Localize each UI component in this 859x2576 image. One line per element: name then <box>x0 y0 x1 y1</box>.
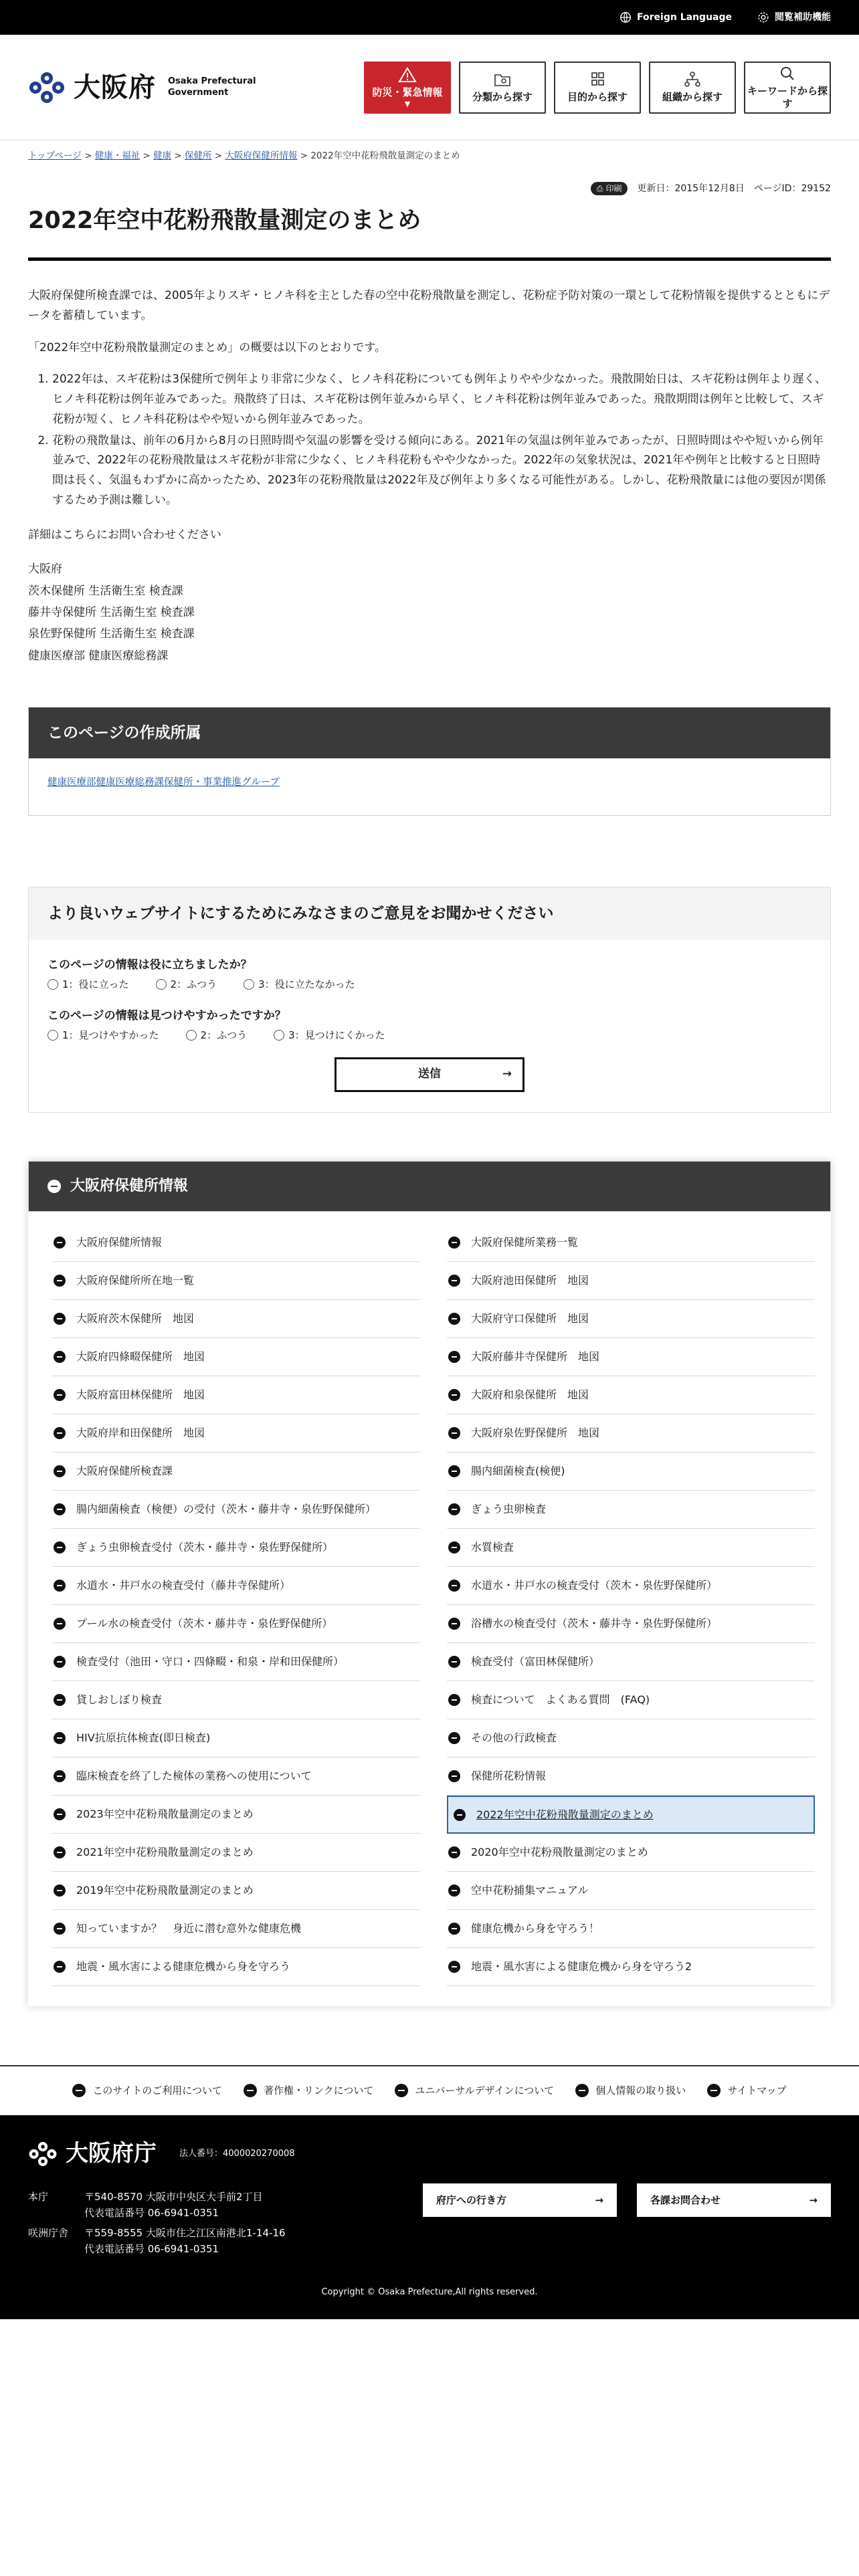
footer-links-bar <box>0 2065 859 2115</box>
info-link-item[interactable] <box>447 1529 815 1567</box>
gear-icon <box>757 11 769 23</box>
updated-date: 更新日：2015年12月8日 <box>637 183 745 194</box>
info-link-item[interactable] <box>52 1300 420 1338</box>
survey-heading: より良いウェブサイトにするためにみなさまのご意見をお聞かせください <box>29 887 830 940</box>
circle-minus-icon <box>448 1503 460 1515</box>
contact-line: 健康医療部 健康医療総務課 <box>28 649 169 663</box>
option-label: 3：見つけにくかった <box>288 1029 385 1041</box>
nav-organization-label: 組織から探す <box>662 91 723 104</box>
radio-button[interactable] <box>244 979 254 990</box>
footer-link-label: 個人情報の取り扱い <box>595 2084 686 2097</box>
info-link-label: 大阪府岸和田保健所 地図 <box>76 1426 205 1440</box>
info-link-label: 保健所花粉情報 <box>471 1769 547 1783</box>
arrow-right-icon: → <box>809 2194 818 2207</box>
info-link-label: ぎょう虫卵検査受付（茨木・藤井寺・泉佐野保健所） <box>76 1541 334 1554</box>
print-label: 印刷 <box>605 183 622 193</box>
circle-minus-icon <box>395 2084 408 2097</box>
contact-intro: 詳細はこちらにお問い合わせください <box>28 528 221 542</box>
info-link-label: 空中花粉捕集マニュアル <box>471 1884 589 1897</box>
option-label: 1：役に立った <box>62 978 129 990</box>
info-link-item[interactable] <box>52 1834 420 1872</box>
info-link-item[interactable] <box>52 1681 420 1719</box>
survey-q1-option-3[interactable] <box>244 976 355 993</box>
info-link-label: 腸内細菌検査（検便）の受付（茨木・藤井寺・泉佐野保健所） <box>76 1503 377 1516</box>
info-link-item[interactable] <box>52 1376 420 1414</box>
author-link[interactable]: 健康医療部健康医療総務課保健所・事業推進グループ <box>47 776 280 788</box>
logo-japanese: 大阪府 <box>74 72 156 103</box>
info-link-label: 地震・風水害による健康危機から身を守ろう <box>76 1960 291 1973</box>
info-link-item[interactable] <box>52 1643 420 1681</box>
breadcrumb-health-center[interactable]: 保健所 <box>185 150 212 161</box>
sakishima-label: 咲洲庁舎 <box>28 2226 69 2239</box>
info-link-label: 2023年空中花粉飛散量測定のまとめ <box>76 1808 254 1821</box>
circle-minus-icon <box>54 1808 66 1820</box>
info-link-label: 大阪府保健所所在地一覧 <box>76 1274 195 1287</box>
info-panel-heading: 大阪府保健所情報 <box>70 1177 189 1194</box>
contact-list <box>28 558 831 666</box>
info-link-item[interactable] <box>447 1681 815 1719</box>
circle-minus-icon <box>448 1732 460 1744</box>
nav-category-label: 分類から探す <box>472 91 533 104</box>
info-link-item[interactable] <box>447 1262 815 1300</box>
info-link-label: 2020年空中花粉飛散量測定のまとめ <box>471 1846 648 1859</box>
circle-minus-icon <box>448 1275 460 1287</box>
info-link-item[interactable] <box>447 1757 815 1796</box>
logo-english-line2: Government <box>168 88 229 98</box>
info-link-label: 水道水・井戸水の検査受付（藤井寺保健所） <box>76 1579 291 1592</box>
footer-link-label: 著作権・リンクについて <box>263 2084 374 2097</box>
page-meta <box>28 181 831 197</box>
intro-paragraph: 大阪府保健所検査課では、2005年よりスギ・ヒノキ科を主とした春の空中花粉飛散量を測定し、花粉症予防対策の一環として花粉情報を提供するとともにデータを蓄積しています。 <box>28 289 830 322</box>
folder-search-icon <box>492 71 512 88</box>
nav-purpose-label: 目的から探す <box>567 91 628 104</box>
arrow-right-icon: → <box>502 1067 512 1081</box>
radio-button[interactable] <box>156 979 167 990</box>
breadcrumb-current: 2022年空中花粉飛散量測定のまとめ <box>310 150 460 161</box>
info-link-item[interactable] <box>447 1834 815 1872</box>
grid-icon <box>587 71 607 88</box>
top-utility-bar <box>0 0 859 35</box>
info-link-item[interactable] <box>447 1948 815 1986</box>
info-link-label: 大阪府富田林保健所 地図 <box>76 1388 205 1402</box>
circle-minus-icon <box>575 2084 589 2097</box>
survey-q2-option-2[interactable] <box>186 1027 248 1044</box>
info-link-label: 2021年空中花粉飛散量測定のまとめ <box>76 1846 254 1859</box>
survey-q2-option-1[interactable] <box>47 1027 159 1044</box>
sakishima-address: 〒559-8555 大阪市住之江区南港北1-14-16 <box>84 2226 286 2239</box>
hq-address: 〒540-8570 大阪市中央区大手前2丁目 <box>84 2190 263 2203</box>
access-button[interactable] <box>423 2183 617 2217</box>
site-footer <box>0 2115 859 2319</box>
contact-line: 泉佐野保健所 生活衛生室 検査課 <box>28 627 195 641</box>
circle-minus-icon <box>448 1656 460 1668</box>
info-link-item[interactable] <box>52 1491 420 1529</box>
info-link-item[interactable] <box>447 1300 815 1338</box>
info-link-item[interactable] <box>52 1605 420 1643</box>
circle-minus-icon <box>448 1846 460 1858</box>
footer-address <box>28 2189 295 2257</box>
info-link-label: 知っていますか？ 身近に潜む意外な健康危機 <box>76 1922 302 1935</box>
circle-minus-icon <box>448 1313 460 1325</box>
circle-minus-icon <box>448 1961 460 1973</box>
circle-minus-icon <box>54 1389 66 1401</box>
breadcrumb-health-center-info[interactable]: 大阪府保健所情報 <box>225 150 298 161</box>
info-link-item[interactable] <box>447 1719 815 1757</box>
info-link-label: 検査受付（池田・守口・四條畷・和泉・岸和田保健所） <box>76 1655 345 1669</box>
footer-logo <box>28 2134 295 2174</box>
circle-minus-icon <box>54 1275 66 1287</box>
info-link-label: 大阪府泉佐野保健所 地図 <box>471 1426 600 1440</box>
footer-link[interactable] <box>395 2082 554 2099</box>
osaka-logo-icon <box>28 71 66 104</box>
foreign-language-link[interactable] <box>619 9 732 26</box>
hq-tel: 代表電話番号 06-6941-0351 <box>84 2206 219 2219</box>
option-label: 2：ふつう <box>170 978 217 990</box>
option-label: 2：ふつう <box>200 1029 248 1041</box>
corporate-number: 法人番号：4000020270008 <box>179 2148 295 2159</box>
hq-label: 本庁 <box>28 2190 49 2203</box>
info-link-item[interactable] <box>52 1910 420 1948</box>
contact-line: 茨木保健所 生活衛生室 検査課 <box>28 584 183 598</box>
info-link-item[interactable] <box>52 1796 420 1834</box>
circle-minus-icon <box>54 1618 66 1630</box>
info-link-label: 腸内細菌検査(検便) <box>471 1465 565 1478</box>
info-link-item[interactable] <box>447 1872 815 1910</box>
info-link-label: その他の行政検査 <box>471 1731 557 1745</box>
main-content <box>28 286 831 667</box>
info-link-item[interactable] <box>447 1567 815 1605</box>
logo-english <box>168 76 256 99</box>
info-link-item[interactable] <box>447 1338 815 1376</box>
info-link-label: 大阪府藤井寺保健所 地図 <box>471 1350 600 1364</box>
info-link-item[interactable] <box>52 1414 420 1453</box>
info-link-label: 健康危機から身を守ろう！ <box>471 1922 600 1935</box>
circle-minus-icon <box>448 1541 460 1553</box>
circle-minus-icon <box>454 1809 466 1821</box>
circle-minus-icon <box>707 2084 721 2097</box>
survey-options-1 <box>47 976 812 993</box>
info-link-item[interactable] <box>52 1224 420 1262</box>
nav-keyword-button[interactable] <box>744 62 831 114</box>
circle-minus-icon <box>448 1694 460 1706</box>
info-link-label: 2019年空中花粉飛散量測定のまとめ <box>76 1884 254 1897</box>
info-link-item[interactable] <box>447 1796 815 1834</box>
circle-minus-icon <box>54 1313 66 1325</box>
circle-minus-icon <box>448 1427 460 1439</box>
warning-icon <box>397 66 417 84</box>
circle-minus-icon <box>54 1580 66 1592</box>
breadcrumb: トップページ > 健康・福祉 > 健康 > 保健所 > 大阪府保健所情報 > 2022年空中花粉飛散量測定のまとめ <box>28 150 460 161</box>
radio-button[interactable] <box>186 1030 197 1041</box>
collapse-icon <box>47 1180 61 1193</box>
contact-line: 大阪府 <box>28 562 62 576</box>
footer-link[interactable] <box>72 2082 222 2099</box>
survey-submit-button[interactable] <box>335 1057 524 1092</box>
sakishima-tel: 代表電話番号 06-6941-0351 <box>84 2242 219 2255</box>
summary-point-1: 1. 2022年は、スギ花粉は3保健所で例年より非常に少なく、ヒノキ科花粉についても例年よりやや少なかった。飛散開始日は、スギ花粉は例年より遅く、ヒノキ科花粉は例年並みであった。飛散終了日は、スギ花粉は例年並みから早く、ヒノキ科花粉は例年並みであった。飛散期間は例年と比較して、スギ花粉が短く、ヒノキ科花粉はやや短いから例年並みであった。 <box>52 370 831 429</box>
site-logo[interactable] <box>28 64 256 111</box>
org-chart-icon <box>682 71 702 88</box>
nav-keyword-label: キーワードから探す <box>747 84 828 110</box>
arrow-right-icon: → <box>595 2194 603 2207</box>
info-link-item[interactable] <box>447 1910 815 1948</box>
info-link-item[interactable] <box>52 1262 420 1300</box>
survey-question-1: このページの情報は役に立ちましたか？ <box>47 958 252 972</box>
info-link-label: 水質検査 <box>471 1541 514 1554</box>
info-link-item[interactable] <box>52 1567 420 1605</box>
info-link-label: 検査について よくある質問 (FAQ) <box>471 1693 650 1707</box>
globe-icon <box>619 11 632 23</box>
circle-minus-icon <box>448 1237 460 1249</box>
copyright: Copyright © Osaka Prefecture,All rights reserved. <box>321 2286 538 2297</box>
footer-link-label: このサイトのご利用について <box>92 2084 222 2097</box>
summary-point-2: 2. 花粉の飛散量は、前年の6月から8月の日照時間や気温の影響を受ける傾向にある。2021年の気温は例年並みであったが、日照時間はやや短いから例年並みで、2022年の花粉飛散量はスギ花粉が非常に少なく、ヒノキ科花粉もやや少なかった。2022年の気象状況は、2021年や例年と比較すると日照時間は長く、気温もわずかに高かったため、2023年の花粉飛散量は2022年及び例年より多くなる可能性がある。しかし、花粉飛散量には他の要因が関係するため予測は難しい。 <box>52 431 831 511</box>
circle-minus-icon <box>54 1961 66 1973</box>
circle-minus-icon <box>54 1465 66 1477</box>
info-link-item[interactable] <box>52 1757 420 1796</box>
nav-emergency-label: 防災・緊急情報 <box>372 86 443 99</box>
info-link-label: プール水の検査受付（茨木・藤井寺・泉佐野保健所） <box>76 1617 333 1630</box>
info-link-item[interactable] <box>447 1491 815 1529</box>
circle-minus-icon <box>54 1694 66 1706</box>
accessibility-label: 閲覧補助機能 <box>775 11 831 23</box>
option-label: 1：見つけやすかった <box>62 1029 159 1041</box>
breadcrumb-health[interactable]: 健康 <box>153 150 172 161</box>
info-link-item[interactable] <box>52 1453 420 1491</box>
info-link-label: 2022年空中花粉飛散量測定のまとめ <box>476 1808 654 1821</box>
info-link-item[interactable] <box>52 1338 420 1376</box>
summary-list <box>52 370 831 510</box>
info-link-label: 大阪府四條畷保健所 地図 <box>76 1350 205 1364</box>
circle-minus-icon <box>54 1846 66 1858</box>
circle-minus-icon <box>54 1427 66 1439</box>
breadcrumb-health-welfare[interactable]: 健康・福祉 <box>94 150 140 161</box>
info-links-grid <box>28 1212 831 1986</box>
info-link-label: ぎょう虫卵検査 <box>471 1503 547 1516</box>
info-link-item[interactable] <box>447 1643 815 1681</box>
info-link-label: 大阪府池田保健所 地図 <box>471 1274 589 1287</box>
access-label: 府庁への行き方 <box>436 2194 507 2207</box>
info-link-item[interactable] <box>447 1453 815 1491</box>
breadcrumb-top[interactable]: トップページ <box>28 150 82 161</box>
nav-emergency-button[interactable] <box>364 62 451 114</box>
nav-purpose-button[interactable] <box>554 62 641 114</box>
circle-minus-icon <box>448 1465 460 1477</box>
contact-button[interactable] <box>637 2183 831 2217</box>
circle-minus-icon <box>54 1732 66 1744</box>
circle-minus-icon <box>72 2084 86 2097</box>
page-id: ページID：29152 <box>753 183 831 194</box>
survey-q1-option-2[interactable] <box>156 976 217 993</box>
contact-label: 各課お問合わせ <box>650 2194 721 2207</box>
option-label: 3：役に立たなかった <box>258 978 355 990</box>
footer-link[interactable] <box>244 2082 373 2099</box>
info-link-label: 大阪府保健所業務一覧 <box>471 1236 579 1249</box>
circle-minus-icon <box>54 1770 66 1782</box>
osaka-logo-icon <box>28 2141 58 2167</box>
footer-link[interactable] <box>575 2082 686 2099</box>
health-center-info-panel <box>28 1161 831 2006</box>
info-link-label: 貸しおしぼり検査 <box>76 1693 163 1707</box>
circle-minus-icon <box>448 1351 460 1363</box>
info-link-label: 臨床検査を終了した検体の業務への使用について <box>76 1769 312 1783</box>
info-link-item[interactable] <box>52 1872 420 1910</box>
site-header <box>0 35 859 140</box>
info-panel-toggle[interactable] <box>28 1161 831 1212</box>
info-link-item[interactable] <box>52 1948 420 1986</box>
survey-options-2 <box>47 1027 812 1044</box>
footer-logo-text: 大阪府庁 <box>66 2140 157 2167</box>
circle-minus-icon <box>448 1923 460 1935</box>
circle-minus-icon <box>54 1237 66 1249</box>
contact-line: 藤井寺保健所 生活衛生室 検査課 <box>28 605 195 619</box>
info-link-item[interactable] <box>447 1224 815 1262</box>
circle-minus-icon <box>448 1389 460 1401</box>
circle-minus-icon <box>448 1770 460 1782</box>
circle-minus-icon <box>54 1923 66 1935</box>
survey-q1-option-1[interactable] <box>47 976 129 993</box>
radio-button[interactable] <box>47 979 58 990</box>
info-link-label: 大阪府守口保健所 地図 <box>471 1312 589 1325</box>
circle-minus-icon <box>448 1885 460 1897</box>
author-heading: このページの作成所属 <box>29 708 830 758</box>
survey-question-2: このページの情報は見つけやすかったですか？ <box>47 1009 286 1023</box>
chevron-down-icon: ▼ <box>404 99 411 108</box>
info-link-label: HIV抗原抗体検査(即日検査) <box>76 1731 211 1745</box>
foreign-language-label: Foreign Language <box>637 11 732 23</box>
info-link-label: 大阪府茨木保健所 地図 <box>76 1312 195 1325</box>
circle-minus-icon <box>54 1885 66 1897</box>
page-bottom-space <box>0 2319 859 2576</box>
info-link-item[interactable] <box>447 1376 815 1414</box>
feedback-survey <box>28 887 831 1113</box>
survey-q2-option-3[interactable] <box>274 1027 385 1044</box>
info-link-label: 大阪府保健所検査課 <box>76 1465 173 1478</box>
info-link-label: 大阪府保健所情報 <box>76 1236 163 1249</box>
footer-link-label: ユニバーサルデザインについて <box>415 2084 555 2097</box>
author-box <box>28 707 831 816</box>
circle-minus-icon <box>54 1351 66 1363</box>
circle-minus-icon <box>54 1541 66 1553</box>
logo-english-line1: Osaka Prefectural <box>168 76 256 87</box>
info-link-item[interactable] <box>447 1414 815 1453</box>
circle-minus-icon <box>448 1580 460 1592</box>
print-button[interactable] <box>591 182 628 195</box>
circle-minus-icon <box>54 1503 66 1515</box>
info-link-label: 大阪府和泉保健所 地図 <box>471 1388 589 1402</box>
info-link-item[interactable] <box>52 1719 420 1757</box>
circle-minus-icon <box>54 1656 66 1668</box>
radio-button[interactable] <box>274 1030 284 1041</box>
summary-paragraph: 「2022年空中花粉飛散量測定のまとめ」の概要は以下のとおりです。 <box>28 340 386 354</box>
printer-icon: ⎙ <box>596 183 603 193</box>
info-link-label: 浴槽水の検査受付（茨木・藤井寺・泉佐野保健所） <box>471 1617 718 1630</box>
info-link-label: 検査受付（富田林保健所） <box>471 1655 600 1669</box>
circle-minus-icon <box>448 1618 460 1630</box>
footer-link[interactable] <box>707 2082 786 2099</box>
info-link-item[interactable] <box>52 1529 420 1567</box>
footer-link-label: サイトマップ <box>727 2084 787 2097</box>
circle-minus-icon <box>244 2084 257 2097</box>
nav-category-button[interactable] <box>459 62 546 114</box>
accessibility-link[interactable] <box>757 9 831 26</box>
radio-button[interactable] <box>47 1030 58 1041</box>
nav-organization-button[interactable] <box>649 62 736 114</box>
info-link-label: 地震・風水害による健康危機から身を守ろう2 <box>471 1960 692 1973</box>
page-title: 2022年空中花粉飛散量測定のまとめ <box>28 205 831 261</box>
submit-label: 送信 <box>418 1067 441 1081</box>
info-link-label: 水道水・井戸水の検査受付（茨木・泉佐野保健所） <box>471 1579 718 1592</box>
global-nav <box>364 62 831 114</box>
search-icon <box>777 65 797 82</box>
info-link-item[interactable] <box>447 1605 815 1643</box>
